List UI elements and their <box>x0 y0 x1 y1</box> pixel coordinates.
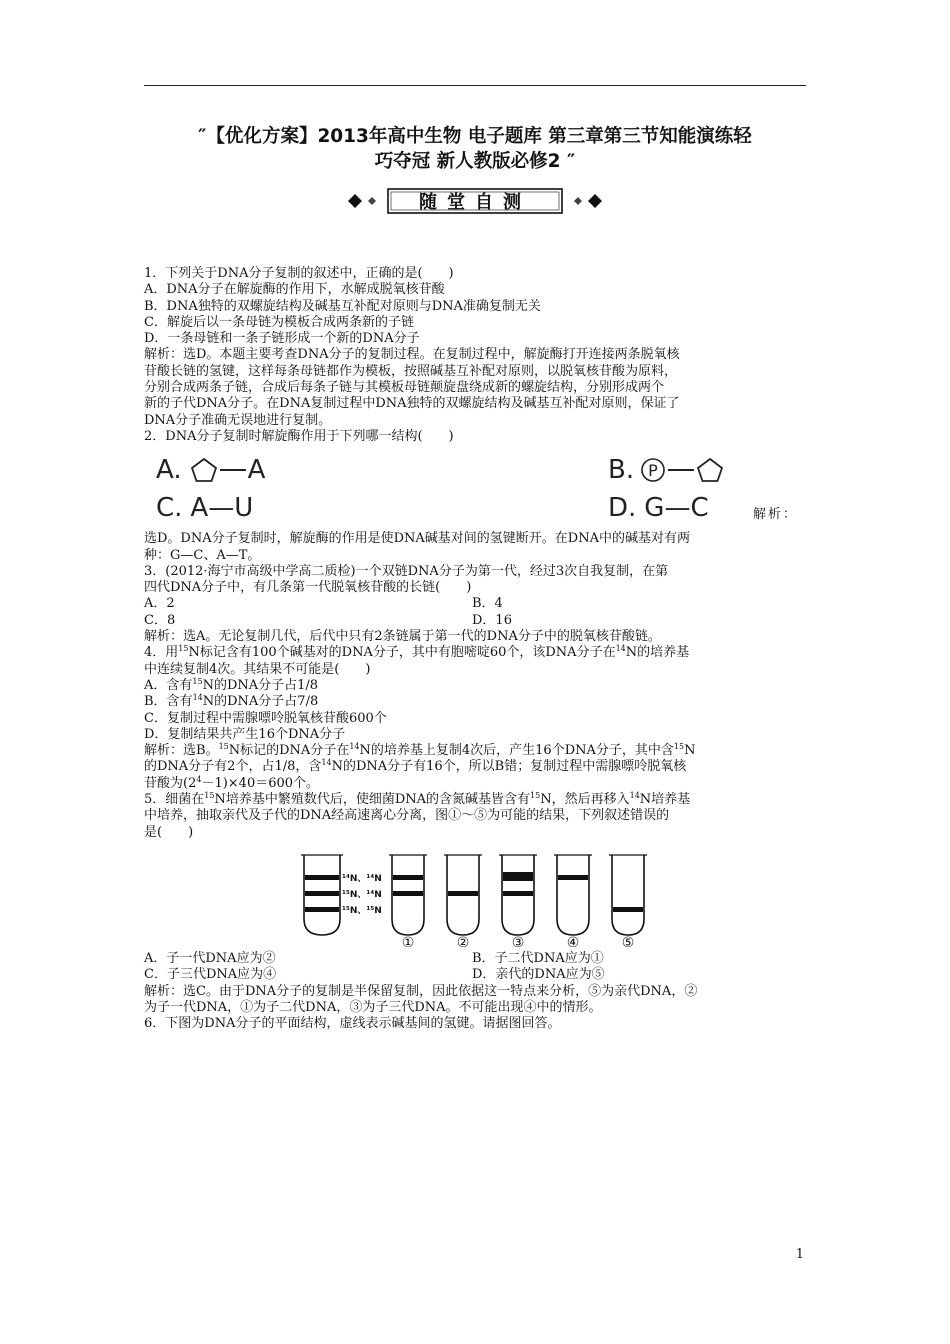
q1-analysis-line: DNA分子准确无误地进行复制。 <box>144 412 332 428</box>
q5-option-b: B．子二代DNA应为① <box>472 950 604 966</box>
q2-analysis-start: 解析： <box>752 507 798 523</box>
band-heavy <box>305 907 339 912</box>
q5-option-c: C．子三代DNA应为④ <box>144 967 277 983</box>
q1-stem: 1．下列关于DNA分子复制的叙述中，正确的是( ) <box>144 266 454 281</box>
q3-analysis: 解析：选A。无论复制几代，后代中只有2条链属于第一代的DNA分子中的脱氧核苷酸链。 <box>144 629 661 645</box>
tube-5 <box>612 855 644 935</box>
banner-text: 随堂自测 <box>419 192 531 213</box>
option-letter: B. <box>608 455 635 486</box>
q5-options-row <box>144 951 808 967</box>
q4-analysis-line: 苷酸为$(2^4-1)\times 40=600$个。 <box>144 774 320 791</box>
option-letter: A. <box>156 455 182 486</box>
q5-option-a: A．子一代DNA应为② <box>144 950 276 966</box>
q1-analysis-line: 苷酸长链的氢键，这样每条母链都作为模板，按照碱基互补配对原则，以脱氧核苷酸为原料， <box>144 363 678 379</box>
band-label-hybrid: ¹⁵N、¹⁴N <box>342 889 382 900</box>
band-label-heavy: ¹⁵N、¹⁵N <box>342 905 382 916</box>
q2-option-c <box>156 493 253 523</box>
q1-option-d: D．一条母链和一条子链形成一个新的DNA分子 <box>144 331 420 347</box>
q2-option-a <box>156 455 265 485</box>
base-label: A <box>247 455 266 486</box>
q4-option-c: C．复制过程中需腺嘌呤脱氧核苷酸600个 <box>144 710 387 726</box>
tube-5-band <box>613 907 643 912</box>
q1-option-b: B．DNA独特的双螺旋结构及碱基互补配对原则与DNA准确复制无关 <box>144 298 541 314</box>
band-light <box>305 875 339 880</box>
q3-stem: 四代DNA分子中，有几条第一代脱氧核苷酸的长链( ) <box>144 580 472 596</box>
q5-stem: 中培养，抽取亲代及子代的DNA经高速离心分离，图①～⑤为可能的结果，下列叙述错误的 <box>144 808 670 824</box>
band-hybrid <box>305 891 339 896</box>
title-line-2: 巧夺冠 新人教版必修2 ″ <box>374 151 576 172</box>
base-pair-label: G—C <box>644 493 709 524</box>
bond-line <box>668 469 694 471</box>
q2-option-d <box>608 493 709 523</box>
tube-1-label: ① <box>401 934 415 947</box>
q3-stem: 3．(2012·海宁市高级中学高二质检)一个双链DNA分子为第一代，经过3次自我复制，在第 <box>144 563 669 579</box>
document-title <box>130 124 820 174</box>
q3-option-a: A．2 <box>144 596 175 612</box>
svg-text:P: P <box>648 461 658 481</box>
diamond-icon <box>348 194 362 208</box>
tube-2-label: ② <box>456 934 470 947</box>
q1-analysis-line: 新的子代DNA分子。在DNA复制过程中DNA独特的双螺旋结构及碱基互补配对原则，保证了 <box>144 396 680 412</box>
q4-analysis-line: 解析：选B。$^{15}$N标记的DNA分子在$^{14}$N的培养基上复制4次后，产生16个DNA分子，其中含$^{15}$N <box>144 742 696 759</box>
diamond-icon <box>368 197 376 205</box>
q1-analysis-line: 解析：选D。本题主要考查DNA分子的复制过程。在复制过程中，解旋酶打开连接两条脱氧核 <box>144 347 680 363</box>
q4-option-a: A．含有$^{15}$N的DNA分子占1/8 <box>144 676 319 693</box>
pentagon-icon <box>696 457 724 483</box>
q4-analysis-line: 的DNA分子有2个，占1/8，含$^{14}$N的DNA分子有16个，所以B错；复制过程中需腺嘌呤脱氧核 <box>144 758 687 775</box>
q5-stem: 是( ) <box>144 824 194 840</box>
diamond-icon <box>574 197 582 205</box>
section-banner <box>340 186 610 216</box>
title-line-1: ″【优化方案】2013年高中生物 电子题库 第三章第三节知能演练轻 <box>198 126 752 147</box>
phosphate-circle-icon <box>640 457 666 483</box>
q2-analysis-line: 种：G—C、A—T。 <box>144 547 261 563</box>
q5-options-row <box>144 967 808 983</box>
base-pair-label: A—U <box>190 493 254 524</box>
pentagon-icon <box>190 457 218 483</box>
q5-analysis-line: 解析：选C。由于DNA分子的复制是半保留复制，因此依据这一特点来分析，⑤为亲代DNA，② <box>144 983 698 999</box>
q3-option-c: C．8 <box>144 612 176 628</box>
tube-4 <box>557 855 589 935</box>
q5-analysis-line: 为子一代DNA，①为子二代DNA，③为子三代DNA。不可能出现④中的情形。 <box>144 999 602 1015</box>
bond-line <box>220 469 246 471</box>
tube-5-label: ⑤ <box>621 934 635 947</box>
option-letter: C. <box>156 493 183 524</box>
q2-stem: 2．DNA分子复制时解旋酶作用于下列哪一结构( ) <box>144 428 454 444</box>
q4-stem: 4．用$^{15}$N标记含有100个碱基对的DNA分子，其中有胞嘧啶60个，该DNA分子在$^{14}$N的培养基 <box>144 644 690 661</box>
q3-options-row <box>144 613 808 629</box>
centrifuge-diagram <box>144 847 808 947</box>
q2-analysis-line: 选D。DNA分子复制时，解旋酶的作用是使DNA碱基对间的氢键断开。在DNA中的碱基对有两 <box>144 531 690 547</box>
centrifuge-tubes-figure <box>144 847 808 947</box>
option-letter: D. <box>608 493 637 524</box>
tube-3-band <box>503 891 533 896</box>
q1-option-c: C．解旋后以一条母链为模板合成两条新的子链 <box>144 314 414 330</box>
tube-4-band <box>558 875 588 880</box>
q6-stem: 6．下图为DNA分子的平面结构，虚线表示碱基间的氢键。请据图回答。 <box>144 1016 561 1032</box>
q2-option-b <box>608 455 724 485</box>
page-number: 1 <box>795 1247 804 1262</box>
tube-4-label: ④ <box>566 934 580 947</box>
q1-option-a: A．DNA分子在解旋酶的作用下，水解成脱氧核苷酸 <box>144 282 445 298</box>
q5-stem: 5．细菌在$^{15}$N培养基中繁殖数代后，使细菌DNA的含氮碱基皆含有$^{15}$N，然后再移入$^{14}$N培养基 <box>144 791 691 808</box>
q2-options-figure <box>144 449 808 531</box>
q4-option-d: D．复制结果共产生16个DNA分子 <box>144 726 346 742</box>
header-rule <box>144 85 806 86</box>
question-content <box>144 266 808 1032</box>
q3-option-b: B．4 <box>472 596 503 612</box>
tube-1-band <box>393 875 423 880</box>
diamond-icon <box>588 194 602 208</box>
band-label-light: ¹⁴N、¹⁴N <box>342 873 382 884</box>
tube-1-band <box>393 891 423 896</box>
q4-option-b: B．含有$^{14}$N的DNA分子占7/8 <box>144 693 319 710</box>
q5-option-d: D．亲代的DNA应为⑤ <box>472 967 605 983</box>
q3-options-row <box>144 596 808 612</box>
tube-3-band <box>503 872 533 881</box>
tube-3-label: ③ <box>511 934 525 947</box>
q4-stem: 中连续复制4次。其结果不可能是( ) <box>144 661 371 677</box>
tube-2-band <box>448 891 478 896</box>
q1-analysis-line: 分别合成两条子链，合成后每条子链与其模板母链颠旋盘绕成新的螺旋结构，分别形成两个 <box>144 380 665 396</box>
q3-option-d: D．16 <box>472 612 512 628</box>
